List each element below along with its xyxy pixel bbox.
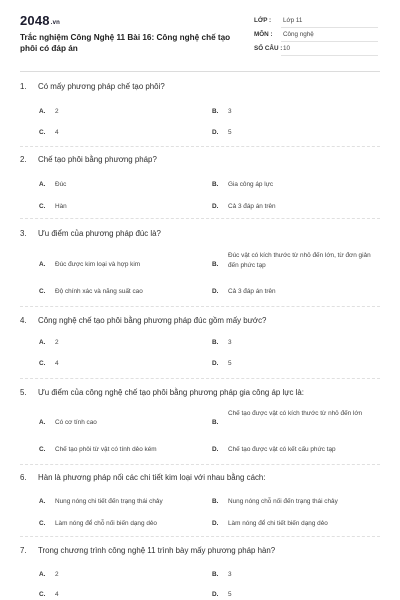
question-1: [20, 82, 380, 140]
option-letter: A.: [39, 571, 46, 578]
option-text: Đúc vật có kích thước từ nhỏ đến lớn, từ đơn giản đến phức tạp: [228, 252, 371, 269]
question-4: [20, 316, 380, 374]
option-text: 4: [55, 360, 59, 367]
meta-label: SỐ CÂU :: [254, 45, 283, 52]
meta-underline: [281, 55, 378, 56]
option-letter: A.: [39, 108, 46, 115]
option-text: Độ chính xác và năng suất cao: [55, 288, 143, 295]
option-letter: B.: [212, 181, 219, 188]
question-label: Ưu điểm của phương pháp đúc là?: [38, 229, 161, 238]
meta-class: [254, 14, 378, 28]
option-text: Chế tạo phôi từ vật có tính dẻo kém: [55, 446, 157, 453]
option-text: Cả 3 đáp án trên: [228, 288, 276, 295]
option-text: 2: [55, 339, 59, 346]
option-text: Hàn: [55, 203, 67, 210]
option-text: 3: [228, 571, 232, 578]
option-text: Có cơ tính cao: [55, 419, 97, 426]
option-letter: D.: [212, 446, 219, 453]
question-text: [20, 473, 266, 482]
question-number: 4.: [20, 316, 27, 325]
meta-question-count: [254, 42, 378, 56]
question-divider: [20, 146, 380, 147]
option-text: 5: [228, 360, 232, 367]
option-letter: C.: [39, 446, 46, 453]
option-text: Đúc được kim loại và hợp kim: [55, 261, 141, 268]
option-text: 2: [55, 571, 59, 578]
page-title: Trắc nghiệm Công Nghệ 11 Bài 16: Công nghệ chế tạo phôi có đáp án: [20, 33, 231, 53]
question-number: 3.: [20, 229, 27, 238]
option-text: 4: [55, 129, 59, 136]
option-text: 3: [228, 339, 232, 346]
question-divider: [20, 378, 380, 379]
question-number: 5.: [20, 388, 27, 397]
option-letter: D.: [212, 203, 219, 210]
option-text: 5: [228, 129, 232, 136]
option-text: 2: [55, 108, 59, 115]
question-2: [20, 155, 380, 213]
question-text: [20, 316, 266, 325]
logo-suffix: .vn: [50, 20, 61, 26]
option-letter: D.: [212, 520, 219, 527]
meta-label: MÔN :: [254, 31, 273, 38]
option-text: Nung nóng chi tiết đến trạng thái chảy: [55, 498, 163, 505]
option-text: Gia công áp lực: [228, 181, 274, 188]
question-label: Chế tạo phôi bằng phương pháp?: [38, 155, 157, 164]
option-letter: B.: [212, 339, 219, 346]
question-5: [20, 388, 380, 458]
meta-value: 10: [283, 45, 291, 52]
option-text: 4: [55, 591, 59, 598]
option-letter: B.: [212, 571, 219, 578]
option-letter: A.: [39, 498, 46, 505]
option-letter: B.: [212, 261, 219, 268]
question-divider: [20, 536, 380, 537]
question-text: [20, 155, 157, 164]
option-letter: C.: [39, 129, 46, 136]
option-letter: C.: [39, 520, 46, 527]
header-divider: [20, 71, 380, 72]
option-letter: C.: [39, 591, 46, 598]
question-label: Ưu điểm của công nghệ chế tạo phôi bằng phương pháp gia công áp lực là:: [38, 388, 304, 397]
logo-text: 2048: [20, 13, 50, 28]
meta-value: Lớp 11: [283, 17, 303, 24]
question-6: [20, 473, 380, 531]
option-letter: A.: [39, 261, 46, 268]
option-text: Làm nóng để chỗ nối biến dạng dẻo: [55, 520, 157, 527]
question-number: 6.: [20, 473, 27, 482]
question-divider: [20, 306, 380, 307]
question-number: 7.: [20, 546, 27, 555]
option-letter: B.: [212, 498, 219, 505]
option-letter: B.: [212, 108, 219, 115]
option-letter: D.: [212, 129, 219, 136]
option-letter: A.: [39, 181, 46, 188]
option-text: Nung nóng chỗ nối đến trạng thái chảy: [228, 498, 338, 505]
question-label: Trong chương trình công nghệ 11 trình bày mấy phương pháp hàn?: [38, 546, 276, 555]
option-letter: C.: [39, 203, 46, 210]
option-text: Chế tạo được vật có kết cấu phức tạp: [228, 446, 336, 453]
worksheet-header: [0, 0, 400, 78]
meta-subject: [254, 28, 378, 42]
option-text: Cả 3 đáp án trên: [228, 203, 276, 210]
option-letter: A.: [39, 339, 46, 346]
question-3: [20, 229, 380, 299]
option-letter: A.: [39, 419, 46, 426]
question-text: [20, 546, 275, 555]
question-number: 2.: [20, 155, 27, 164]
question-number: 1.: [20, 82, 27, 91]
option-letter: B.: [212, 419, 219, 426]
meta-label: LỚP :: [254, 17, 272, 24]
meta-value: Công nghệ: [283, 31, 314, 38]
question-label: Có mấy phương pháp chế tạo phôi?: [38, 82, 165, 91]
option-letter: D.: [212, 591, 219, 598]
option-letter: D.: [212, 288, 219, 295]
question-label: Hàn là phương pháp nối các chi tiết kim loại với nhau bằng cách:: [38, 473, 266, 482]
option-text: Đúc: [55, 181, 67, 188]
question-divider: [20, 464, 380, 465]
question-text: [20, 388, 304, 397]
question-label: Công nghệ chế tạo phôi bằng phương pháp đúc gồm mấy bước?: [38, 316, 267, 325]
option-letter: C.: [39, 288, 46, 295]
question-text: [20, 229, 161, 238]
option-letter: D.: [212, 360, 219, 367]
site-logo[interactable]: [20, 13, 60, 28]
option-letter: C.: [39, 360, 46, 367]
option-text: Làm nóng để chi tiết biến dạng dẻo: [228, 520, 328, 527]
option-text: 3: [228, 108, 232, 115]
question-text: [20, 82, 165, 91]
question-7: [20, 546, 380, 600]
option-text: 5: [228, 591, 232, 598]
question-divider: [20, 218, 380, 219]
option-text: Chế tạo được vật có kích thước từ nhỏ đến lớn: [228, 410, 363, 417]
